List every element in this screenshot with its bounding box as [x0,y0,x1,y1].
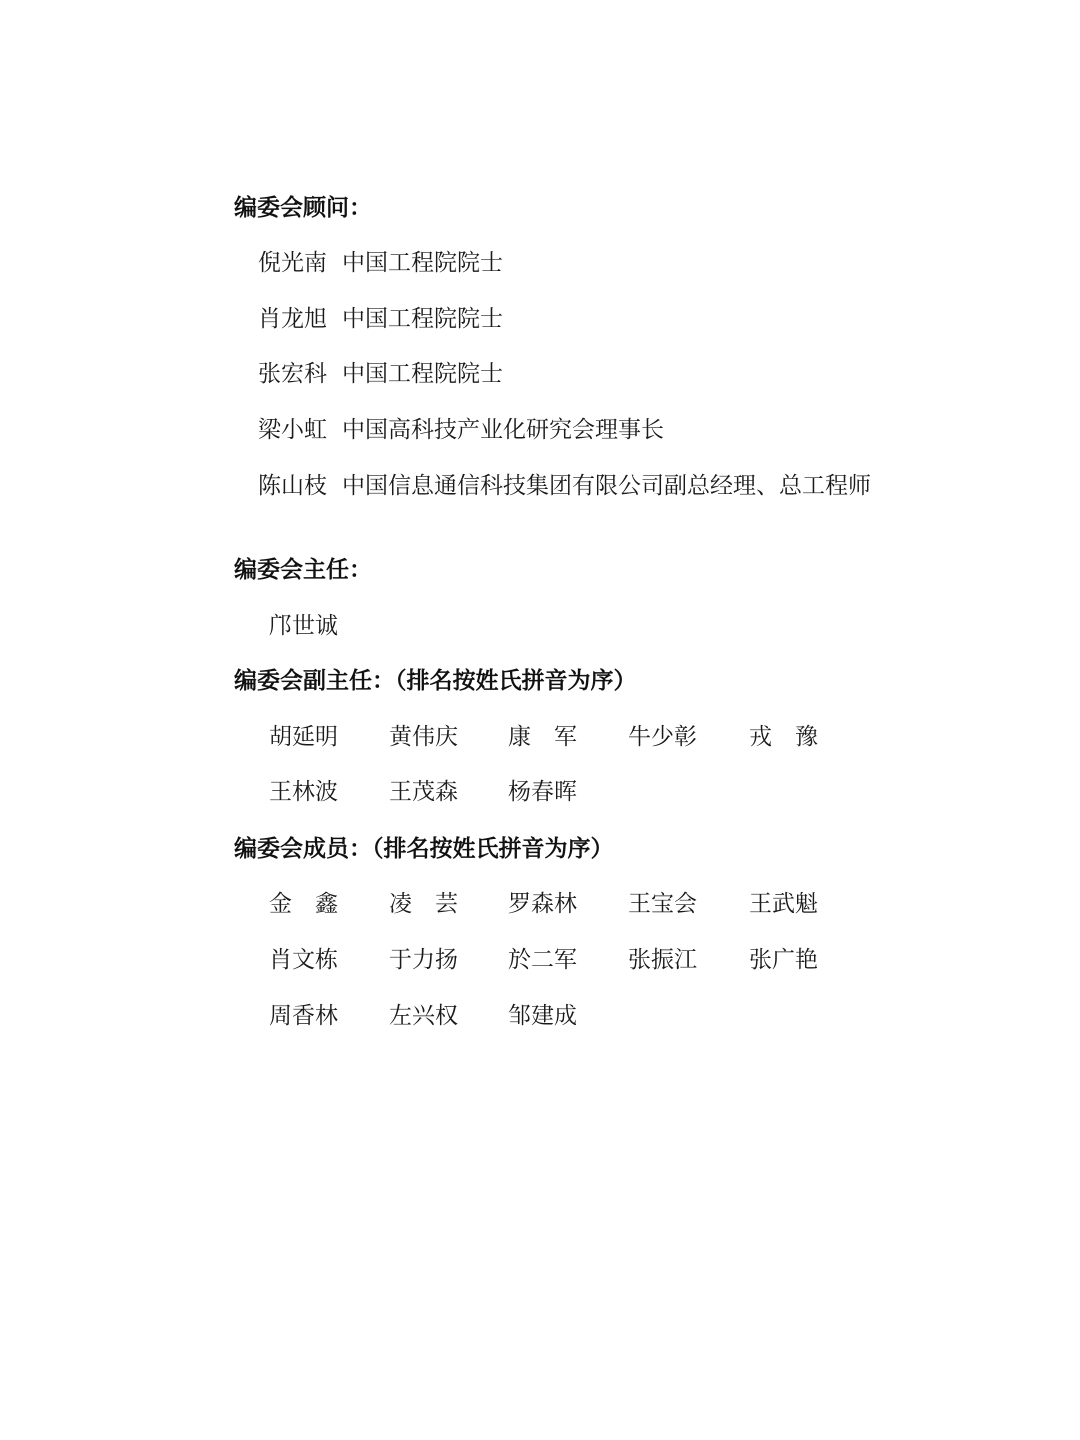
advisor-entry [258,415,664,445]
member-name: 张广艳 [749,947,818,973]
director-heading: 编委会主任： [234,557,372,583]
advisor-name: 张宏科 [258,361,327,387]
vice-director-name: 杨春晖 [508,779,577,805]
vice-director-name: 戎豫 [749,724,841,750]
advisor-entry [258,248,503,278]
vice-director-name: 牛少彰 [628,724,697,750]
advisor-name: 肖龙旭 [258,306,327,332]
advisors-heading: 编委会顾问： [234,195,372,221]
member-name: 左兴权 [389,1003,458,1029]
member-name: 张振江 [628,947,697,973]
vice-director-name: 王林波 [269,779,338,805]
members-heading: 编委会成员：（排名按姓氏拼音为序） [234,836,614,862]
member-name: 金鑫 [269,891,361,917]
member-name: 於二军 [508,947,577,973]
member-name: 肖文栋 [269,947,338,973]
advisor-name: 梁小虹 [258,417,327,443]
advisor-title: 中国工程院院士 [342,306,503,332]
member-name: 邹建成 [508,1003,577,1029]
advisor-name: 陈山枝 [258,473,327,499]
advisor-title: 中国工程院院士 [342,250,503,276]
member-name: 王宝会 [628,891,697,917]
advisor-entry [258,304,503,334]
advisor-name: 倪光南 [258,250,327,276]
vice-director-name: 王茂森 [389,779,458,805]
member-name: 王武魁 [749,891,818,917]
member-name: 于力扬 [389,947,458,973]
member-name: 凌芸 [389,891,481,917]
member-name: 罗森林 [508,891,577,917]
vice-director-name: 胡延明 [269,724,338,750]
advisor-title: 中国工程院院士 [342,361,503,387]
vice-director-name: 康军 [508,724,600,750]
vice-director-name: 黄伟庆 [389,724,458,750]
advisor-title: 中国高科技产业化研究会理事长 [342,417,664,443]
member-name: 周香林 [269,1003,338,1029]
advisor-entry [258,359,503,389]
director-name: 邝世诚 [269,613,338,639]
advisor-entry [258,471,871,501]
advisor-title: 中国信息通信科技集团有限公司副总经理、总工程师 [342,473,871,499]
vice-directors-heading: 编委会副主任：（排名按姓氏拼音为序） [234,668,637,694]
